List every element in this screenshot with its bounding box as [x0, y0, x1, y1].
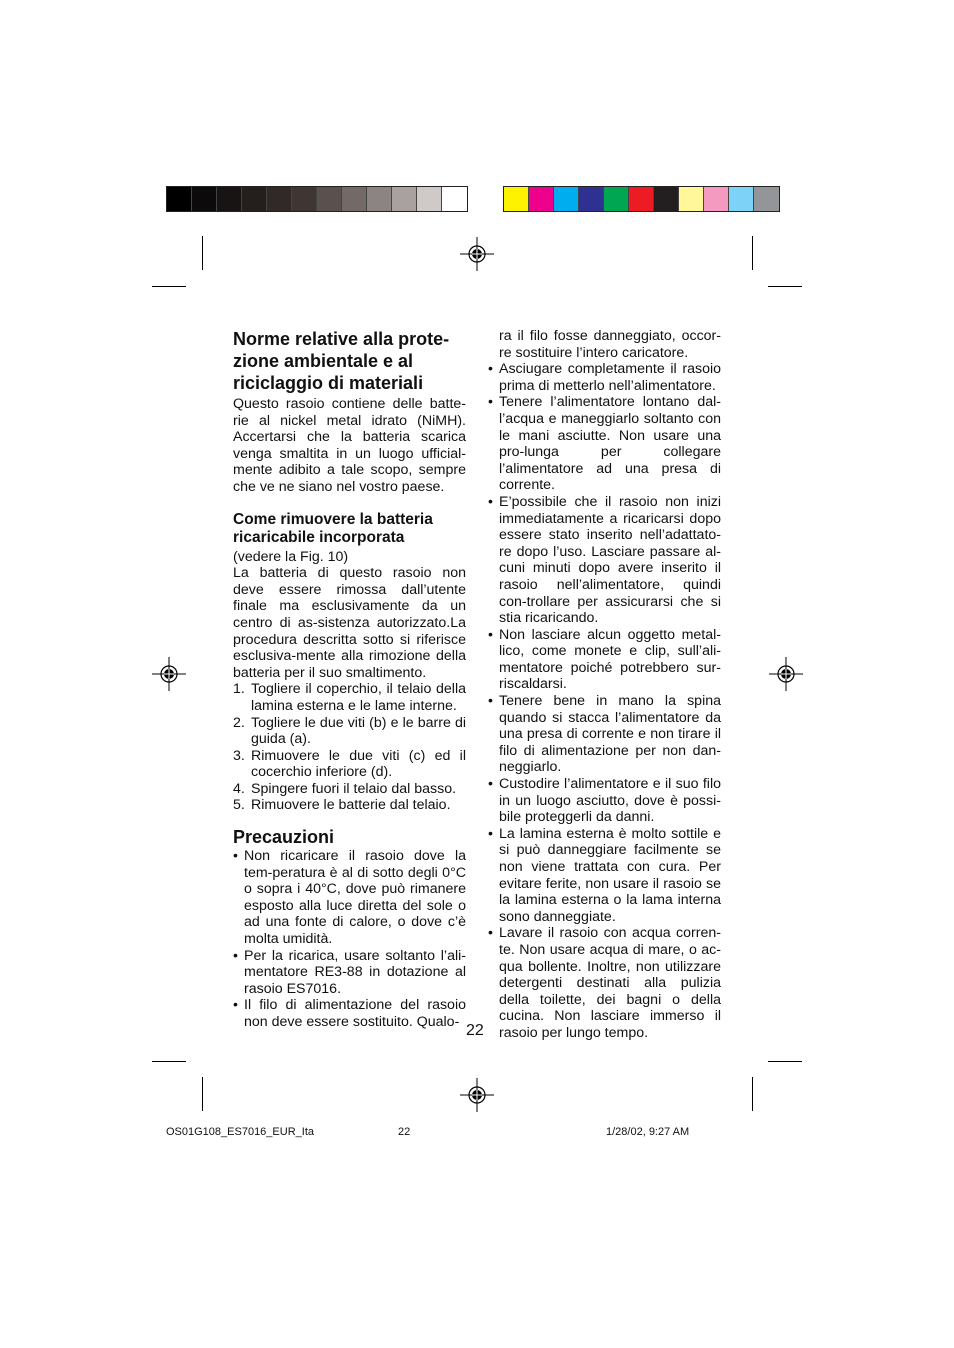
left-column	[233, 328, 466, 1031]
crop-mark	[202, 236, 203, 270]
color-calibration-bar	[503, 186, 780, 212]
list-item: • Custodire l’alimentatore e il suo filo in un luogo asciutto, dove è possi-bile proteggerli da danni.	[488, 776, 721, 826]
page-number: 22	[466, 1022, 484, 1039]
crop-mark	[752, 236, 753, 270]
grayscale-swatch	[217, 187, 242, 211]
list-item: • La lamina esterna è molto sottile e si può danneggiare facilmente se non viene trattata con cura. Per evitare ferite, non usare il rasoio se la lamina esterna o la lama interna sono danneggiate.	[488, 826, 721, 926]
grayscale-swatch	[367, 187, 392, 211]
color-swatch	[504, 187, 529, 211]
list-item: • Non ricaricare il rasoio dove la tem-peratura è al di sotto degli 0°C o sopra i 40°C, dove può rimanere esposto alla luce diretta del sole o ad una fonte di calore, o dove c’è molta umidità.	[233, 848, 466, 948]
color-swatch	[554, 187, 579, 211]
grayscale-swatch	[417, 187, 442, 211]
grayscale-swatch	[167, 187, 192, 211]
list-item: • Il filo di alimentazione del rasoio non deve essere sostituito. Qualo-	[233, 997, 466, 1030]
grayscale-swatch	[192, 187, 217, 211]
list-item: 5. Rimuovere le batterie dal telaio.	[233, 797, 451, 814]
list-item: • Per la ricarica, usare soltanto l’ali-mentatore RE3-88 in dotazione al rasoio ES7016.	[233, 948, 466, 998]
footer-filename: OS01G108_ES7016_EUR_Ita	[166, 1126, 314, 1138]
crop-mark	[152, 286, 186, 287]
list-item: • E’possibile che il rasoio non inizi immediatamente a ricaricarsi dopo essere stato inserito nell’adattato-re dopo l’uso. Lasciare passare al-cuni minuti dopo avere inserito il rasoio nell’alimentatore, quindi con-trollare per assicurarsi che si stia ricaricando.	[488, 494, 721, 627]
section-heading-precautions: Precauzioni	[233, 827, 335, 848]
continuation-paragraph: ra il filo fosse danneggiato, occor-re sostituire l’intero caricatore.	[499, 328, 721, 361]
registration-mark-icon	[460, 237, 494, 271]
right-column	[488, 328, 721, 1042]
color-swatch	[629, 187, 654, 211]
color-swatch	[754, 187, 779, 211]
list-item: • Lavare il rasoio con acqua corren-te. Non usare acqua di mare, o ac-qua bollente. Inoltre, non utilizzare detergenti destinati alla pulizia della toilette, dei bagni o della cucina. Non lasciare immerso il rasoio per lungo tempo.	[488, 925, 721, 1041]
crop-mark	[768, 286, 802, 287]
crop-mark	[152, 1061, 186, 1062]
registration-mark-icon	[152, 657, 186, 691]
precautions-list-continued	[488, 361, 721, 1041]
color-swatch	[654, 187, 679, 211]
registration-mark-icon	[460, 1078, 494, 1112]
removal-steps-list	[233, 681, 466, 814]
grayscale-swatch	[442, 187, 467, 211]
color-swatch	[529, 187, 554, 211]
list-item: • Non lasciare alcun oggetto metal-lico, come monete e clip, sull’ali-mentatore poiché potrebbero sur-riscaldarsi.	[488, 627, 721, 693]
grayscale-swatch	[292, 187, 317, 211]
grayscale-swatch	[242, 187, 267, 211]
grayscale-swatch	[317, 187, 342, 211]
crop-mark	[202, 1077, 203, 1111]
registration-mark-icon	[769, 657, 803, 691]
grayscale-calibration-bar	[166, 186, 468, 212]
subheading-battery-removal: Come rimuovere la batteria ricaricabile incorporata	[233, 510, 433, 546]
list-item: 1. Togliere il coperchio, il telaio della lamina esterna e le lame interne.	[233, 681, 466, 714]
list-item: 4. Spingere fuori il telaio dal basso.	[233, 780, 457, 797]
grayscale-swatch	[392, 187, 417, 211]
list-item: 3. Rimuovere le due viti (c) ed il cocerchio inferiore (d).	[233, 747, 466, 781]
list-item: • Asciugare completamente il rasoio prima di metterlo nell’alimentatore.	[488, 361, 721, 394]
section-heading-environment: Norme relative alla prote- zione ambientale e al riciclaggio di materiali	[233, 329, 450, 393]
grayscale-swatch	[342, 187, 367, 211]
color-swatch	[604, 187, 629, 211]
figure-reference: (vedere la Fig. 10)	[233, 548, 349, 565]
color-swatch	[729, 187, 754, 211]
crop-mark	[768, 1061, 802, 1062]
footer-timestamp: 1/28/02, 9:27 AM	[606, 1126, 690, 1138]
color-swatch	[704, 187, 729, 211]
precautions-list	[233, 848, 466, 1031]
battery-intro-paragraph: Questo rasoio contiene delle batte-rie al nickel metal idrato (NiMH). Accertarsi che la batteria scarica venga smaltita in un luogo ufficial-mente adibito a tale scopo, sempre che ve ne siano nel vostro paese.	[233, 396, 466, 495]
crop-mark	[752, 1077, 753, 1111]
color-swatch	[679, 187, 704, 211]
list-item: • Tenere bene in mano la spina quando si stacca l’alimentatore da una presa di corrente e non tirare il filo di alimentazione per non dan-neggiarlo.	[488, 693, 721, 776]
footer-page: 22	[398, 1126, 411, 1138]
color-swatch	[579, 187, 604, 211]
list-item: • Tenere l’alimentatore lontano dal-l’acqua e maneggiarlo soltanto con le mani asciutte. Non usare una pro-lunga per collegare l’alimentatore ad una presa di corrente.	[488, 394, 721, 494]
grayscale-swatch	[267, 187, 292, 211]
list-item: 2. Togliere le due viti (b) e le barre di guida (a).	[233, 714, 466, 748]
removal-paragraph: La batteria di questo rasoio non deve essere rimossa dall’utente finale ma esclusivamente da un centro di as-sistenza autorizzato.La procedura descritta sotto si riferisce esclusiva-mente alla rimozione della batteria per il suo smaltimento.	[233, 565, 466, 681]
